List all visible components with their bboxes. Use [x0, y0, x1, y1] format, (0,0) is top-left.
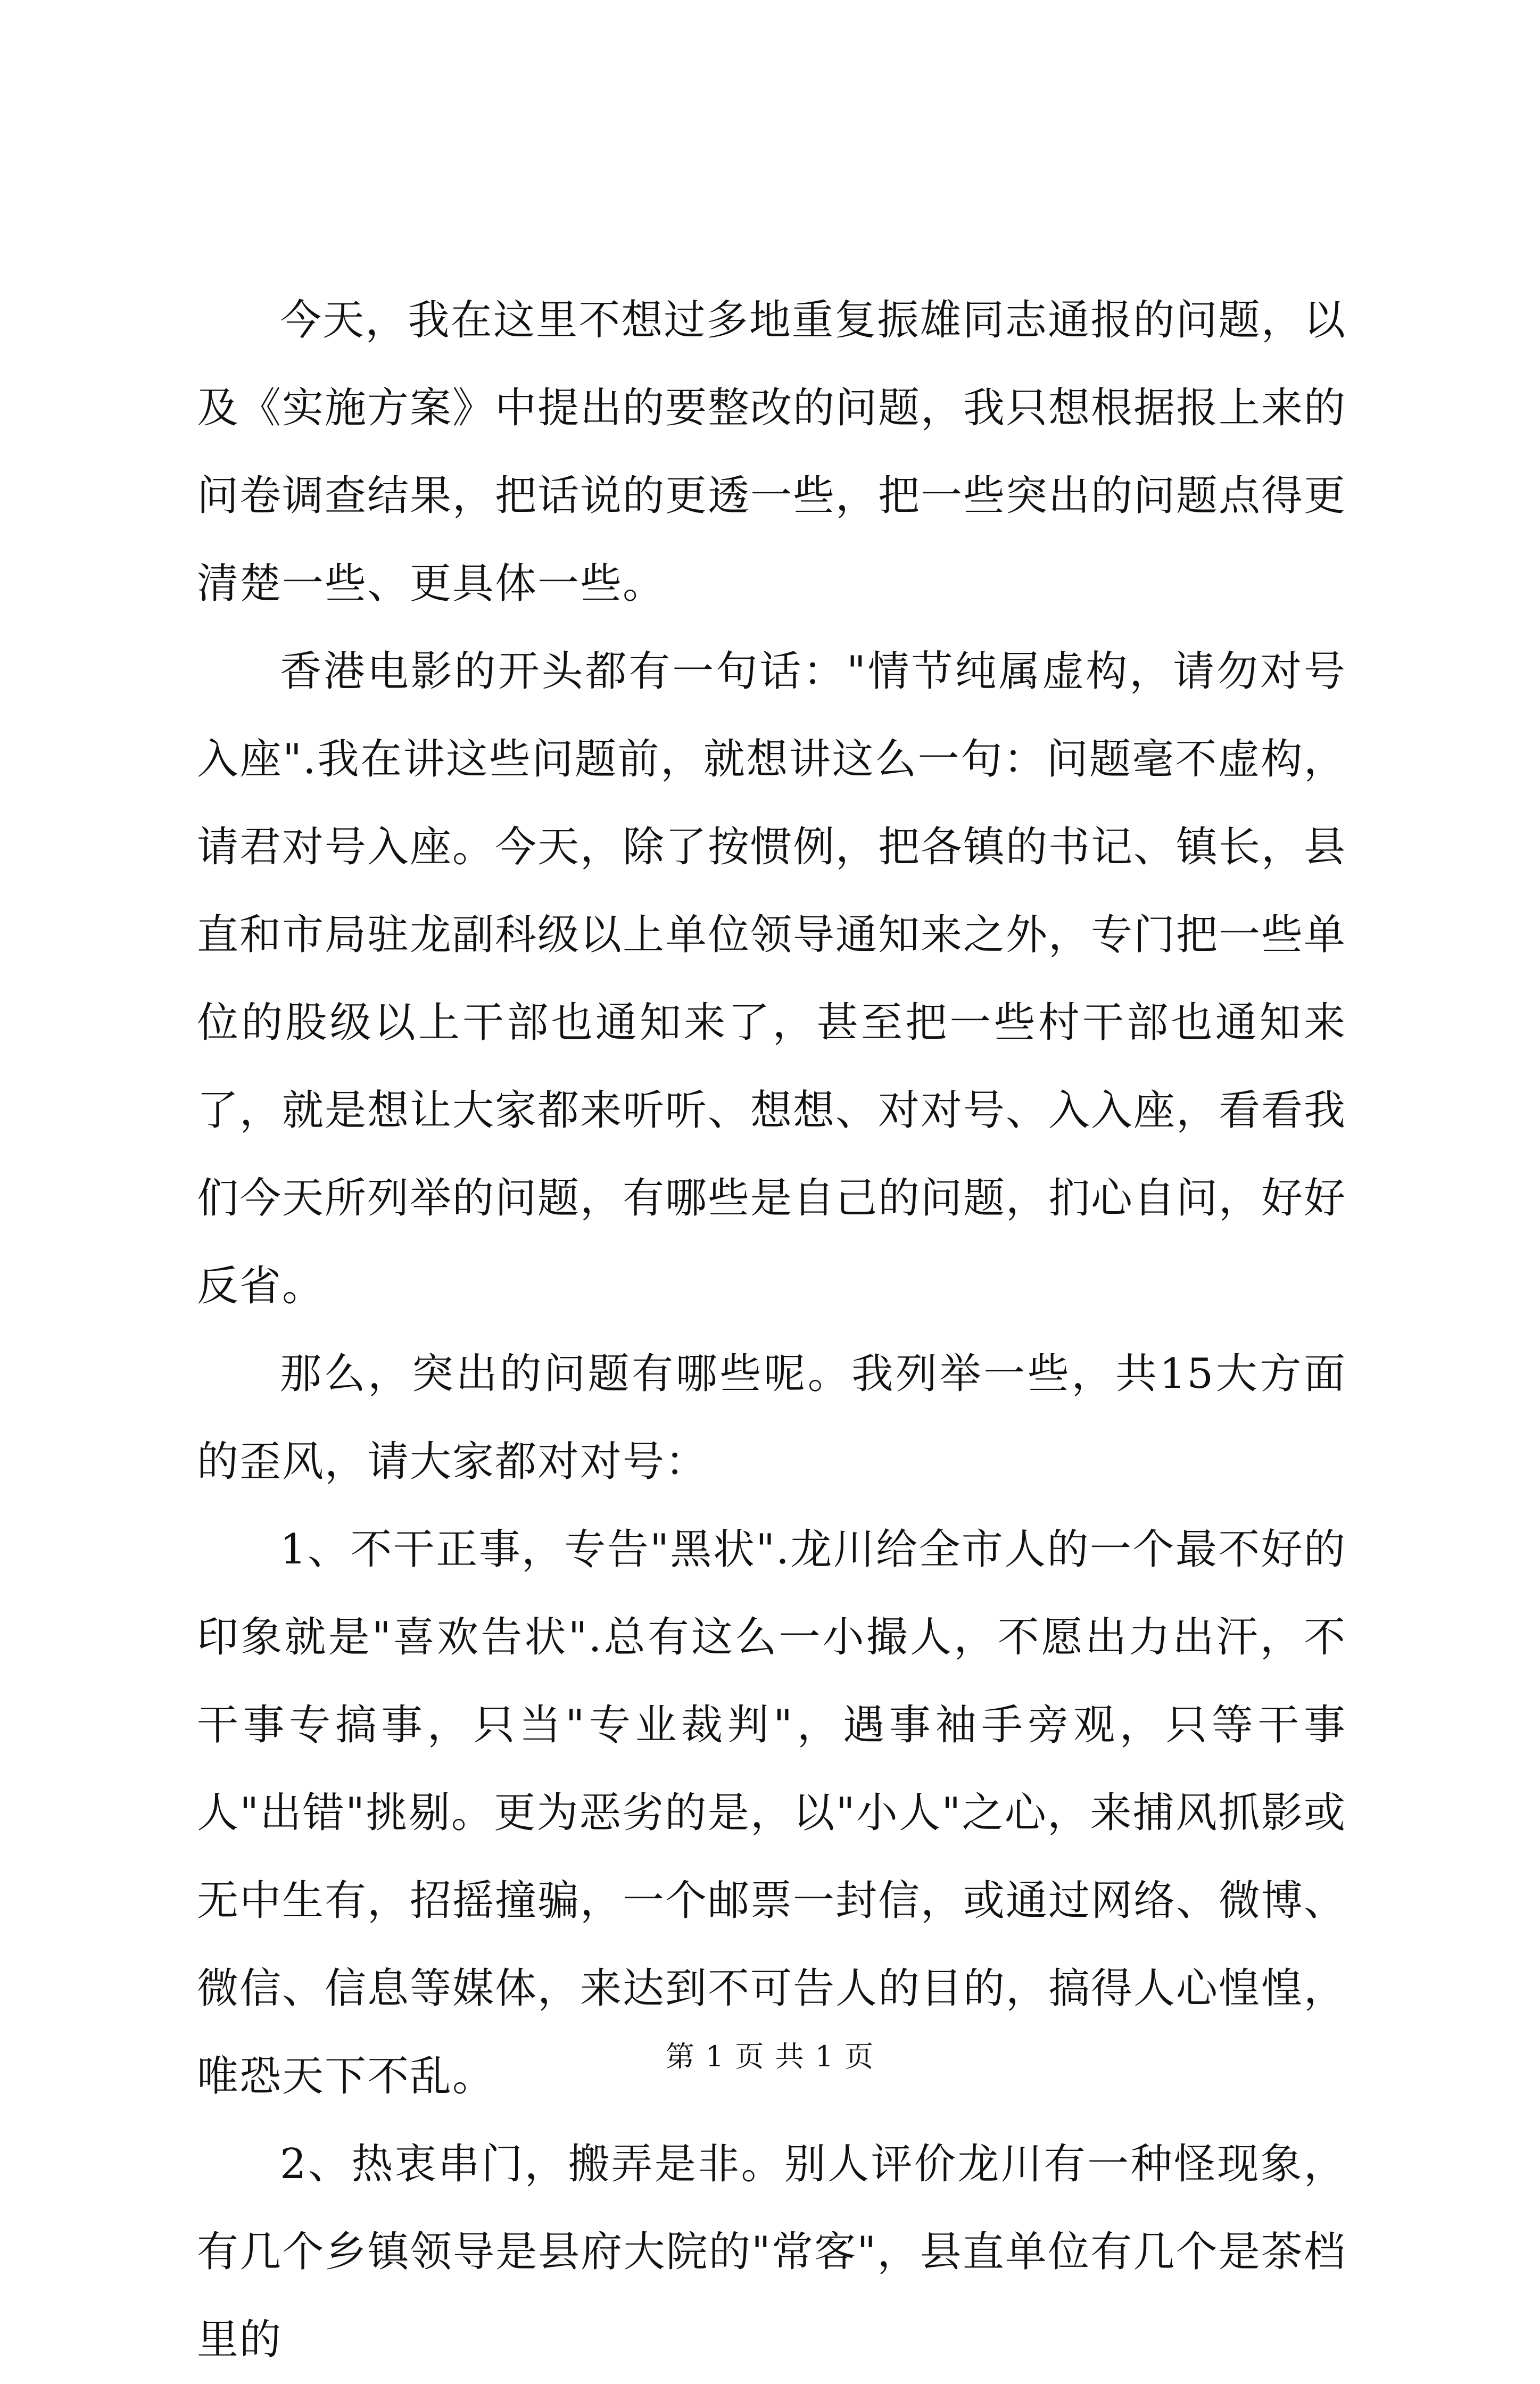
paragraph-3: 那么，突出的问题有哪些呢。我列举一些，共15大方面的歪风，请大家都对对号： [197, 1350, 1346, 1486]
paragraph-2: 香港电影的开头都有一句话："情节纯属虚构，请勿对号入座".我在讲这些问题前，就想讲这么一句：问题毫不虚构，请君对号入座。今天，除了按惯例，把各镇的书记、镇长，县直和市局驻龙副科级以上单位领导通知来之外，专门把一些单位的股级以上干部也通知来了，甚至把一些村干部也通知来了，就是想让大家都来听听、想想、对对号、入入座，看看我们今天所列举的问题，有哪些是自己的问题，扪心自问，好好反省。 [197, 648, 1347, 1310]
page-footer: 第 1 页 共 1 页 [665, 2040, 875, 2073]
paragraph-4: 1、不干正事，专告"黑状".龙川给全市人的一个最不好的印象就是"喜欢告状".总有这么一小撮人，不愿出力出汗，不干事专搞事，只当"专业裁判"，遇事袖手旁观，只等干事人"出错"挑剔。更为恶劣的是，以"小人"之心，来捕风抓影或无中生有，招摇撞骗，一个邮票一封信，或通过网络、微博、微信、信息等媒体，来达到不可告人的目的，搞得人心惶惶，唯恐天下不乱。 [197, 1526, 1347, 2100]
paragraph-5: 2、热衷串门，搬弄是非。别人评价龙川有一种怪现象，有几个乡镇领导是县府大院的"常客"，县直单位有几个是茶档里的 [197, 2140, 1346, 2364]
paragraph-1: 今天，我在这里不想过多地重复振雄同志通报的问题，以及《实施方案》中提出的要整改的问题，我只想根据报上来的问卷调查结果，把话说的更透一些，把一些突出的问题点得更清楚一些、更具体一些。 [197, 296, 1347, 608]
